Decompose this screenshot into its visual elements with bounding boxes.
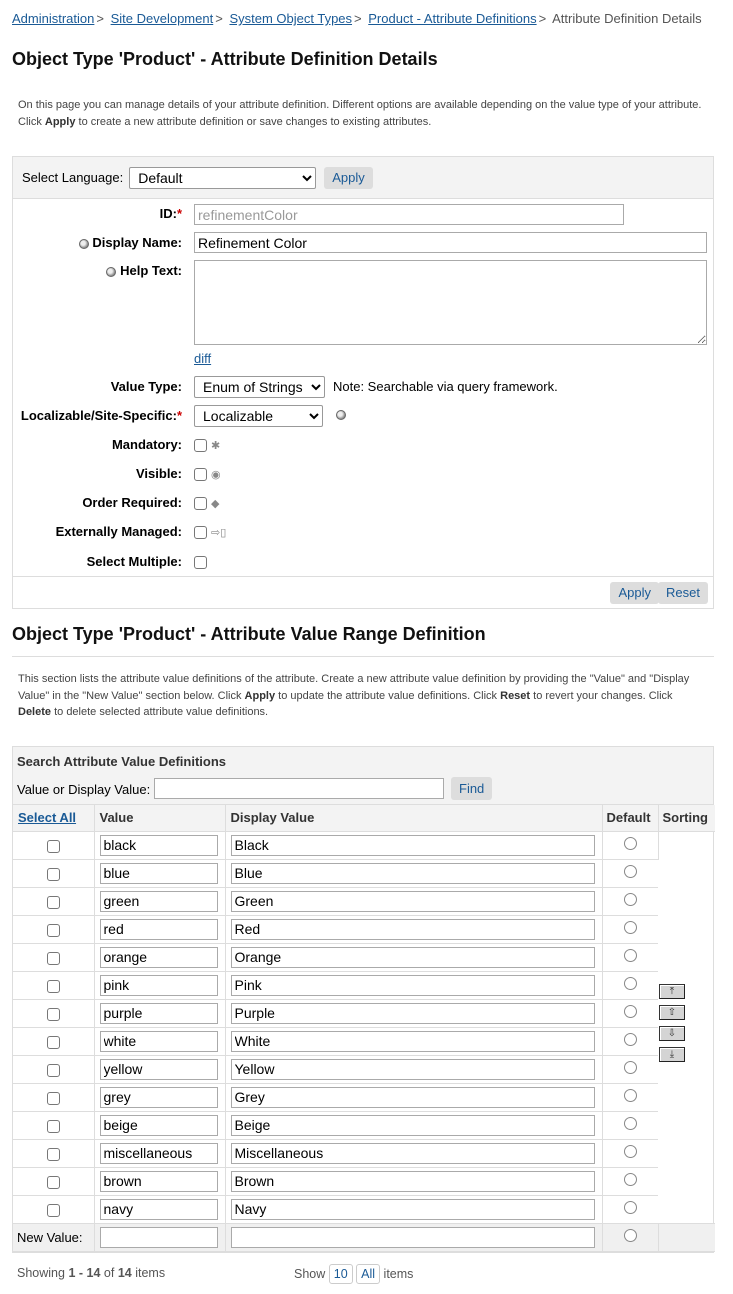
row-select-cell [13, 887, 94, 915]
desc-bold: Reset [500, 689, 531, 702]
value-definitions-panel [12, 746, 714, 1253]
default-radio[interactable] [624, 1145, 637, 1158]
display-value-cell [225, 999, 602, 1027]
move-top-button[interactable]: ⤒ [659, 984, 685, 999]
sorting-header: Sorting [658, 805, 715, 831]
value-header: Value [94, 805, 225, 831]
default-cell [602, 1027, 658, 1055]
tag-icon: ◆ [211, 498, 220, 511]
default-radio[interactable] [624, 893, 637, 906]
select-multiple-checkbox[interactable] [194, 556, 207, 569]
table-row [13, 1027, 715, 1055]
default-radio[interactable] [624, 977, 637, 990]
default-cell [602, 1139, 658, 1167]
search-section [13, 747, 713, 805]
desc-text: This section lists the attribute value definitions of the attribute. Create a new attribute value definition by providing the "Value" and "Display Value" in the "New Value" section below. Click [18, 673, 690, 702]
default-radio[interactable] [624, 949, 637, 962]
move-bottom-button[interactable]: ⤓ [659, 1047, 685, 1062]
breadcrumb-separator: > [354, 11, 362, 26]
default-cell [602, 915, 658, 943]
attribute-details-panel [12, 156, 714, 609]
row-select-cell [13, 859, 94, 887]
move-up-button[interactable]: ⇧ [659, 1005, 685, 1020]
page-size-control [294, 1264, 413, 1284]
range-to: 14 [86, 1266, 101, 1280]
globe-icon [79, 239, 89, 249]
value-cell [94, 859, 225, 887]
row-checkbox[interactable] [47, 1092, 60, 1105]
desc-text: to delete selected attribute value definitions. [51, 706, 269, 718]
row-select-cell [13, 971, 94, 999]
language-bar [13, 157, 713, 199]
new-default-cell [602, 1223, 658, 1251]
default-cell [602, 831, 658, 859]
value-cell [94, 915, 225, 943]
breadcrumb-administration[interactable]: Administration [12, 11, 95, 26]
value-input[interactable] [100, 1031, 218, 1052]
value-input[interactable] [100, 863, 218, 884]
display-name-label [79, 235, 182, 250]
desc-text: to update the attribute value definitions. Click [275, 689, 501, 702]
default-radio[interactable] [624, 921, 637, 934]
default-radio[interactable] [624, 1201, 637, 1214]
row-select-cell [13, 1111, 94, 1139]
value-input[interactable] [100, 1143, 218, 1164]
new-value-input[interactable] [100, 1227, 218, 1248]
display-value-input[interactable] [231, 947, 595, 968]
value-input[interactable] [100, 947, 218, 968]
table-row [13, 1195, 715, 1223]
default-header: Default [602, 805, 658, 831]
page-size-all[interactable]: All [356, 1264, 380, 1284]
value-input[interactable] [100, 891, 218, 912]
required-marker: * [176, 408, 182, 423]
value-cell [94, 1139, 225, 1167]
default-cell [602, 1195, 658, 1223]
default-cell [602, 1083, 658, 1111]
localizable-select[interactable] [194, 405, 323, 427]
value-type-label: Value Type: [110, 379, 182, 394]
row-checkbox[interactable] [47, 952, 60, 965]
table-row [13, 915, 715, 943]
value-input[interactable] [100, 1171, 218, 1192]
display-value-input[interactable] [231, 1087, 595, 1108]
display-value-cell [225, 1055, 602, 1083]
row-select-cell [13, 1027, 94, 1055]
row-select-cell [13, 999, 94, 1027]
display-value-input[interactable] [231, 863, 595, 884]
table-row [13, 859, 715, 887]
divider [12, 656, 714, 657]
row-select-cell [13, 1139, 94, 1167]
row-checkbox[interactable] [47, 1148, 60, 1161]
row-select-cell [13, 943, 94, 971]
of-text: of [103, 1266, 115, 1280]
globe-icon [336, 410, 346, 420]
visible-control [194, 466, 221, 481]
id-label-text: ID: [159, 206, 177, 221]
value-cell [94, 1027, 225, 1055]
localizable-label [21, 408, 182, 423]
display-value-input[interactable] [231, 1059, 595, 1080]
table-row [13, 1111, 715, 1139]
items-text: items [135, 1266, 166, 1280]
externally-managed-checkbox[interactable] [194, 526, 207, 539]
mandatory-control [194, 437, 220, 452]
desc-text: On this page you can manage details of your attribute definition. Different options are available depending on the value type of your attribute. Click [18, 99, 702, 128]
value-cell [94, 1111, 225, 1139]
display-name-label-text: Display Name: [92, 235, 182, 250]
desc-text: to revert your changes. Click [530, 689, 673, 702]
search-title: Search Attribute Value Definitions [17, 754, 227, 769]
new-value-label: New Value: [13, 1223, 94, 1251]
help-text-field[interactable] [194, 260, 707, 345]
display-value-input[interactable] [231, 1115, 595, 1136]
row-checkbox[interactable] [47, 924, 60, 937]
value-cell [94, 1167, 225, 1195]
display-value-input[interactable] [231, 835, 595, 856]
page-description [18, 97, 708, 130]
display-value-cell [225, 1083, 602, 1111]
value-input[interactable] [100, 975, 218, 996]
value-input[interactable] [100, 1059, 218, 1080]
breadcrumb-site-development[interactable]: Site Development [110, 11, 214, 26]
breadcrumb-separator: > [215, 11, 223, 26]
value-type-select[interactable] [194, 376, 325, 398]
move-down-button[interactable]: ⇩ [659, 1026, 685, 1041]
apply-button[interactable]: Apply [610, 582, 659, 604]
default-radio[interactable] [624, 1005, 637, 1018]
row-checkbox[interactable] [47, 1204, 60, 1217]
range-dash: - [78, 1266, 84, 1280]
details-footer [13, 576, 713, 608]
required-marker: * [176, 206, 182, 221]
visible-checkbox[interactable] [194, 468, 207, 481]
row-select-cell [13, 915, 94, 943]
display-value-cell [225, 915, 602, 943]
value-input[interactable] [100, 1199, 218, 1220]
default-cell [602, 887, 658, 915]
new-display-value-cell [225, 1223, 602, 1251]
page-size-10[interactable]: 10 [329, 1264, 353, 1284]
value-cell [94, 943, 225, 971]
display-value-input[interactable] [231, 919, 595, 940]
pagination-summary [17, 1266, 165, 1280]
default-cell [602, 1055, 658, 1083]
default-radio[interactable] [624, 1089, 637, 1102]
row-select-cell [13, 1083, 94, 1111]
table-row [13, 1055, 715, 1083]
new-value-cell [94, 1223, 225, 1251]
value-input[interactable] [100, 835, 218, 856]
value-cell [94, 971, 225, 999]
select-all-link[interactable]: Select All [18, 810, 77, 826]
display-value-cell [225, 943, 602, 971]
breadcrumb-attribute-definitions[interactable]: Product - Attribute Definitions [368, 11, 537, 26]
table-row [13, 971, 715, 999]
externally-managed-control [194, 524, 226, 539]
table-row [13, 1139, 715, 1167]
value-cell [94, 1083, 225, 1111]
select-multiple-label: Select Multiple: [86, 554, 182, 569]
table-row [13, 887, 715, 915]
display-name-field[interactable] [194, 232, 707, 253]
help-text-label [106, 263, 182, 278]
eye-icon: ◉ [211, 469, 221, 482]
globe-icon [106, 267, 116, 277]
value-cell [94, 999, 225, 1027]
row-select-cell [13, 1195, 94, 1223]
breadcrumb-separator: > [538, 11, 547, 26]
row-checkbox[interactable] [47, 980, 60, 993]
default-radio[interactable] [624, 1173, 637, 1186]
value-input[interactable] [100, 1087, 218, 1108]
sorting-controls [659, 984, 685, 1068]
display-value-cell [225, 831, 602, 859]
search-input[interactable] [154, 778, 444, 799]
localizable-label-text: Localizable/Site-Specific: [20, 408, 177, 423]
asterisk-icon: ✱ [211, 440, 221, 453]
visible-label: Visible: [135, 466, 182, 481]
default-radio[interactable] [624, 1117, 637, 1130]
default-cell [602, 971, 658, 999]
value-input[interactable] [100, 1115, 218, 1136]
items-label: items [383, 1267, 414, 1281]
display-value-input[interactable] [231, 891, 595, 912]
reset-button[interactable]: Reset [658, 582, 708, 604]
display-value-cell [225, 887, 602, 915]
default-cell [602, 1111, 658, 1139]
values-table [13, 805, 715, 1252]
display-value-cell [225, 1111, 602, 1139]
default-radio[interactable] [624, 1061, 637, 1074]
breadcrumb-separator: > [96, 11, 104, 26]
table-row [13, 831, 715, 859]
new-default-radio[interactable] [624, 1229, 637, 1242]
value-input[interactable] [100, 1003, 218, 1024]
desc-bold: Delete [18, 706, 52, 718]
row-checkbox[interactable] [47, 868, 60, 881]
value-input[interactable] [100, 919, 218, 940]
order-required-checkbox[interactable] [194, 497, 207, 510]
default-cell [602, 999, 658, 1027]
display-value-input[interactable] [231, 1171, 595, 1192]
value-range-description [18, 671, 708, 721]
display-value-header: Display Value [225, 805, 602, 831]
display-value-input[interactable] [231, 1003, 595, 1024]
table-row [13, 943, 715, 971]
showing-text: Showing [17, 1266, 65, 1280]
value-type-note: Note: Searchable via query framework. [333, 379, 558, 394]
display-value-cell [225, 859, 602, 887]
row-checkbox[interactable] [47, 840, 60, 853]
help-text-label-text: Help Text: [120, 263, 182, 278]
display-value-cell [225, 971, 602, 999]
id-label [160, 206, 182, 221]
new-sorting-cell [658, 1223, 715, 1251]
row-checkbox[interactable] [47, 1120, 60, 1133]
row-select-cell [13, 1167, 94, 1195]
search-label: Value or Display Value: [17, 782, 151, 797]
display-value-input[interactable] [231, 1199, 595, 1220]
new-value-row [13, 1223, 715, 1251]
value-cell [94, 831, 225, 859]
import-icon: ⇨▯ [211, 527, 227, 540]
value-cell [94, 1195, 225, 1223]
value-cell [94, 1055, 225, 1083]
display-value-cell [225, 1195, 602, 1223]
table-row [13, 1083, 715, 1111]
value-cell [94, 887, 225, 915]
row-checkbox[interactable] [47, 1176, 60, 1189]
show-label: Show [294, 1267, 326, 1281]
select-multiple-control [194, 554, 207, 569]
value-range-title: Object Type 'Product' - Attribute Value Range Definition [12, 624, 486, 644]
row-select-cell [13, 1055, 94, 1083]
display-value-cell [225, 1139, 602, 1167]
default-cell [602, 943, 658, 971]
row-checkbox[interactable] [47, 1008, 60, 1021]
desc-bold: Apply [244, 689, 276, 702]
row-select-cell [13, 831, 94, 859]
diff-link[interactable]: diff [194, 351, 212, 366]
language-apply-button[interactable]: Apply [324, 167, 373, 189]
breadcrumb [12, 11, 702, 26]
language-select[interactable] [129, 167, 316, 189]
display-value-input[interactable] [231, 1031, 595, 1052]
page-title: Object Type 'Product' - Attribute Definition Details [12, 49, 438, 69]
order-required-label: Order Required: [82, 495, 182, 510]
range-from: 1 [68, 1266, 76, 1280]
breadcrumb-current: Attribute Definition Details [552, 11, 702, 26]
row-checkbox[interactable] [47, 1036, 60, 1049]
order-required-control [194, 495, 219, 510]
row-checkbox[interactable] [47, 896, 60, 909]
range-total: 14 [117, 1266, 132, 1280]
display-value-cell [225, 1027, 602, 1055]
table-row [13, 1167, 715, 1195]
mandatory-label: Mandatory: [111, 437, 182, 452]
default-cell [602, 859, 658, 887]
display-value-input[interactable] [231, 975, 595, 996]
id-field[interactable] [194, 204, 624, 225]
breadcrumb-system-object-types[interactable]: System Object Types [229, 11, 353, 26]
table-header [13, 805, 715, 831]
desc-text: to create a new attribute definition or save changes to existing attributes. [75, 115, 432, 128]
find-button[interactable]: Find [451, 777, 492, 800]
mandatory-checkbox[interactable] [194, 439, 207, 452]
table-row [13, 999, 715, 1027]
language-label: Select Language: [22, 170, 124, 185]
display-value-input[interactable] [231, 1143, 595, 1164]
default-radio[interactable] [624, 1033, 637, 1046]
select-all-header [13, 805, 94, 831]
default-radio[interactable] [624, 837, 637, 850]
desc-bold: Apply [44, 115, 76, 128]
externally-managed-label: Externally Managed: [55, 524, 182, 539]
row-checkbox[interactable] [47, 1064, 60, 1077]
default-cell [602, 1167, 658, 1195]
default-radio[interactable] [624, 865, 637, 878]
display-value-cell [225, 1167, 602, 1195]
new-display-value-input[interactable] [231, 1227, 595, 1248]
